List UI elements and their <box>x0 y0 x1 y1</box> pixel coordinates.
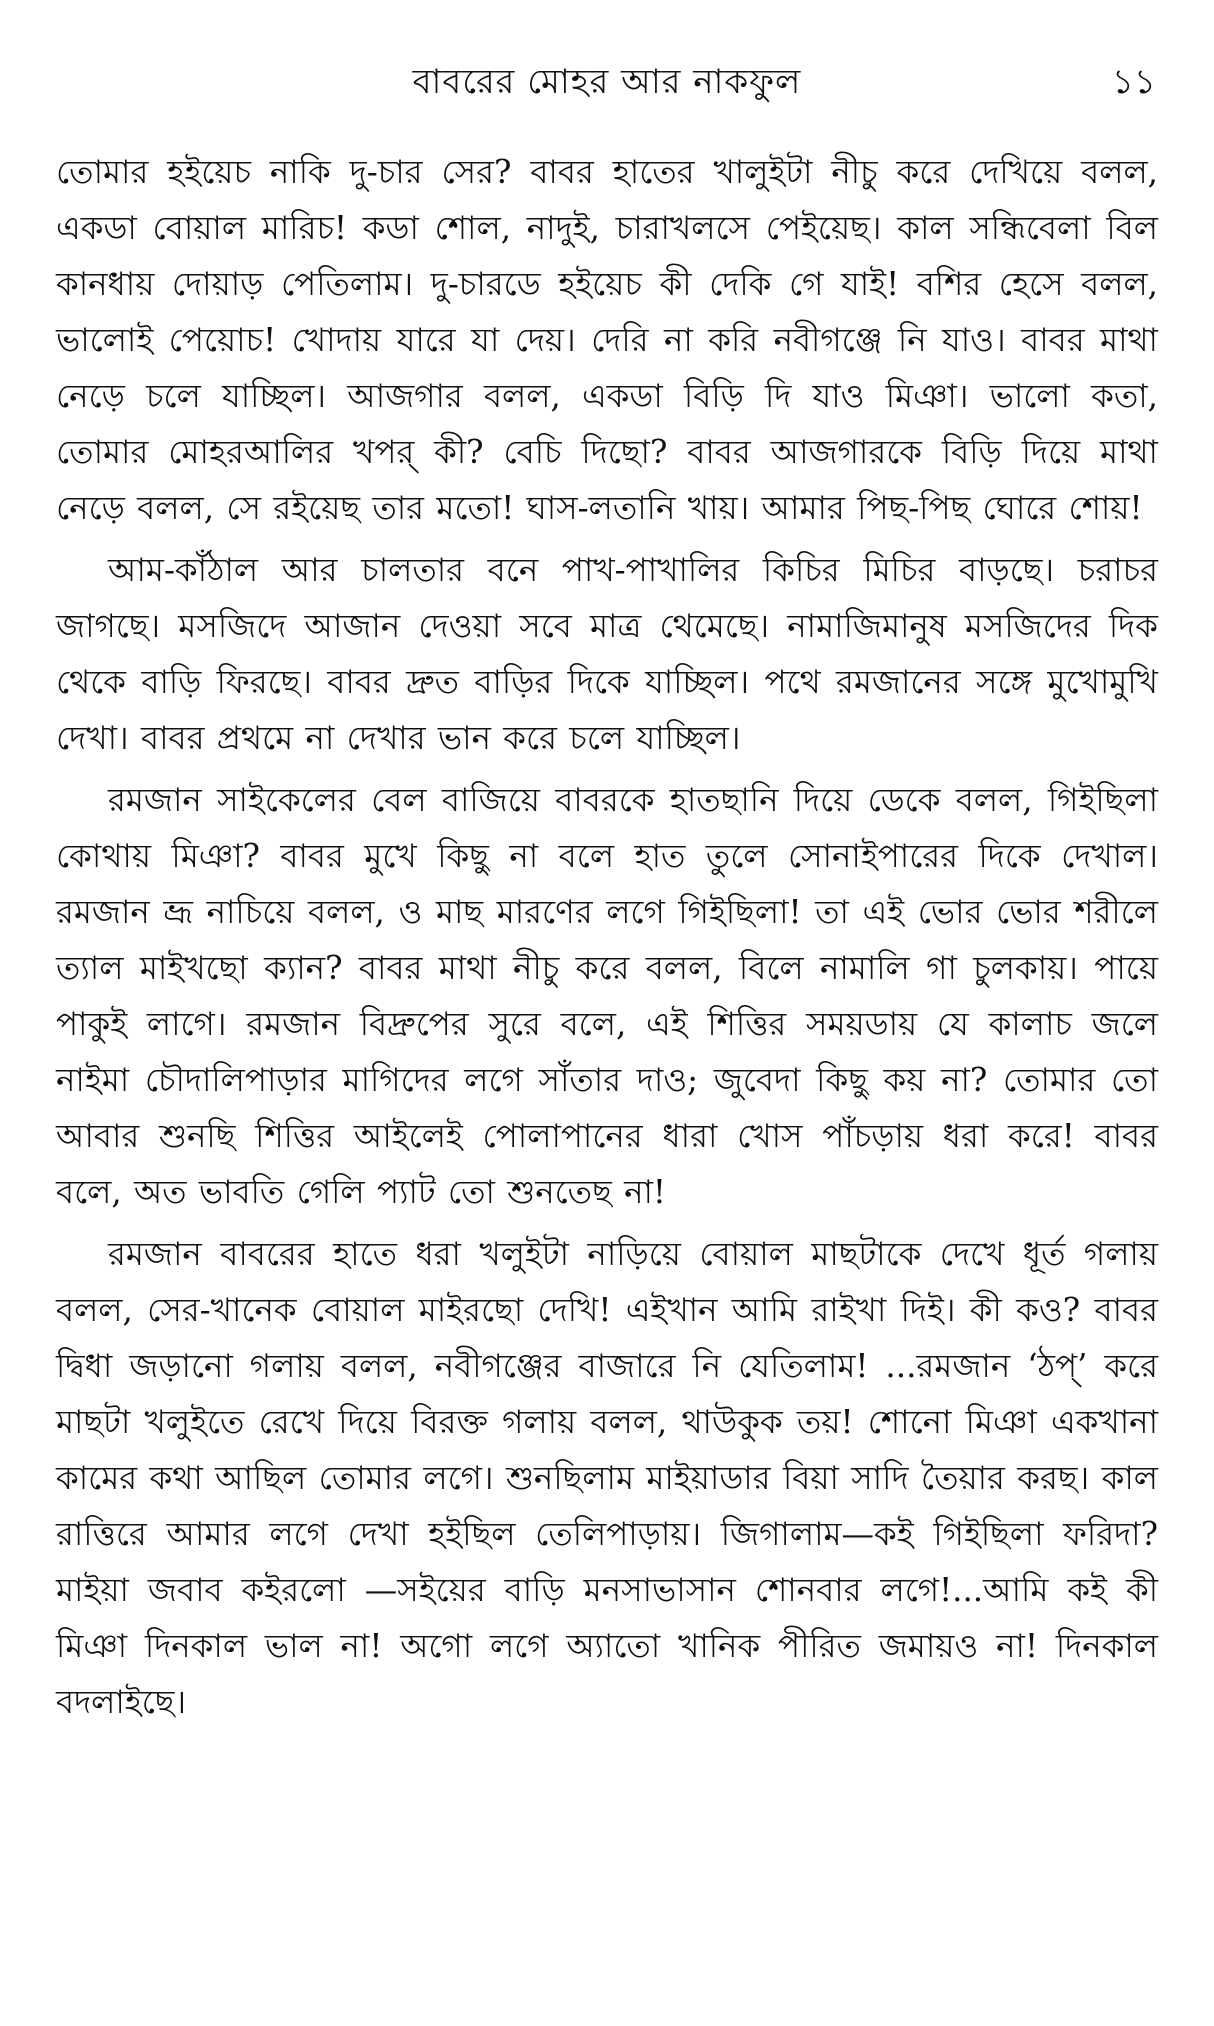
body-text <box>56 144 1158 1730</box>
chapter-title: বাবরের মোহর আর নাকফুল <box>412 62 802 102</box>
paragraph-1: তোমার হইয়েচ নাকি দু-চার সের? বাবর হাতের খালুইটা নীচু করে দেখিয়ে বলল, একডা বোয়াল মারিচ! কডা শোল, নাদুই, চারাখলসে পেইয়েছ। কাল সন্ধিবেলা বিল কানধায় দোয়াড় পেতিলাম। দু-চারডে হইয়েচ কী দেকি গে যাই! বশির হেসে বলল, ভালোই পেয়োচ! খোদায় যারে যা দেয়। দেরি না করি নবীগঞ্জে নি যাও। বাবর মাথা নেড়ে চলে যাচ্ছিল। আজগার বলল, একডা বিড়ি দি যাও মিঞা। ভালো কতা, তোমার মোহরআলির খপর্ কী? বেচি দিছো? বাবর আজগারকে বিড়ি দিয়ে মাথা নেড়ে বলল, সে রইয়েছ তার মতো! ঘাস-লতানি খায়। আমার পিছ-পিছ ঘোরে শোয়! <box>56 153 1158 527</box>
running-header <box>56 44 1158 122</box>
paragraph-4: রমজান বাবরের হাতে ধরা খলুইটা নাড়িয়ে বোয়াল মাছটাকে দেখে ধূর্ত গলায় বলল, সের-খানেক বোয়াল মাইরছো দেখি! এইখান আমি রাইখা দিই। কী কও? বাবর দ্বিধা জড়ানো গলায় বলল, নবীগঞ্জের বাজারে নি যেতিলাম! ...রমজান ‘ঠপ্’ করে মাছটা খলুইতে রেখে দিয়ে বিরক্ত গলায় বলল, থাউকুক তয়! শোনো মিঞা একখানা কামের কথা আছিল তোমার লগে। শুনছিলাম মাইয়াডার বিয়া সাদি তৈয়ার করছ। কাল রাত্তিরে আমার লগে দেখা হইছিল তেলিপাড়ায়। জিগালাম—কই গিইছিলা ফরিদা? মাইয়া জবাব কইরলো —সইয়ের বাড়ি মনসাভাসান শোনবার লগে!...আমি কই কী মিঞা দিনকাল ভাল না! অগো লগে অ্যাতো খানিক পীরিত জমায়ও না! দিনকাল বদলাইছে। <box>56 1235 1158 1721</box>
book-page <box>56 44 1158 1994</box>
paragraph-2: আম-কাঁঠাল আর চালতার বনে পাখ-পাখালির কিচির মিচির বাড়ছে। চরাচর জাগছে। মসজিদে আজান দেওয়া সবে মাত্র থেমেছে। নামাজিমানুষ মসজিদের দিক থেকে বাড়ি ফিরছে। বাবর দ্রুত বাড়ির দিকে যাচ্ছিল। পথে রমজানের সঙ্গে মুখোমুখি দেখা। বাবর প্রথমে না দেখার ভান করে চলে যাচ্ছিল। <box>56 551 1158 757</box>
paragraph-3: রমজান সাইকেলের বেল বাজিয়ে বাবরকে হাতছানি দিয়ে ডেকে বলল, গিইছিলা কোথায় মিঞা? বাবর মুখে কিছু না বলে হাত তুলে সোনাইপারের দিকে দেখাল। রমজান ভ্রূ নাচিয়ে বলল, ও মাছ মারণের লগে গিইছিলা! তা এই ভোর ভোর শরীলে ত্যাল মাইখছো ক্যান? বাবর মাথা নীচু করে বলল, বিলে নামালি গা চুলকায়। পায়ে পাকুই লাগে। রমজান বিদ্রুপের সুরে বলে, এই শিত্তির সময়ডায় যে কালাচ জলে নাইমা চৌদালিপাড়ার মাগিদের লগে সাঁতার দাও; জুবেদা কিছু কয় না? তোমার তো আবার শুনছি শিত্তির আইলেই পোলাপানের ধারা খোস পাঁচড়ায় ধরা করে! বাবর বলে, অত ভাবতি গেলি প্যাট তো শুনতেছ না! <box>56 781 1158 1211</box>
page-number: ১১ <box>1111 62 1156 102</box>
